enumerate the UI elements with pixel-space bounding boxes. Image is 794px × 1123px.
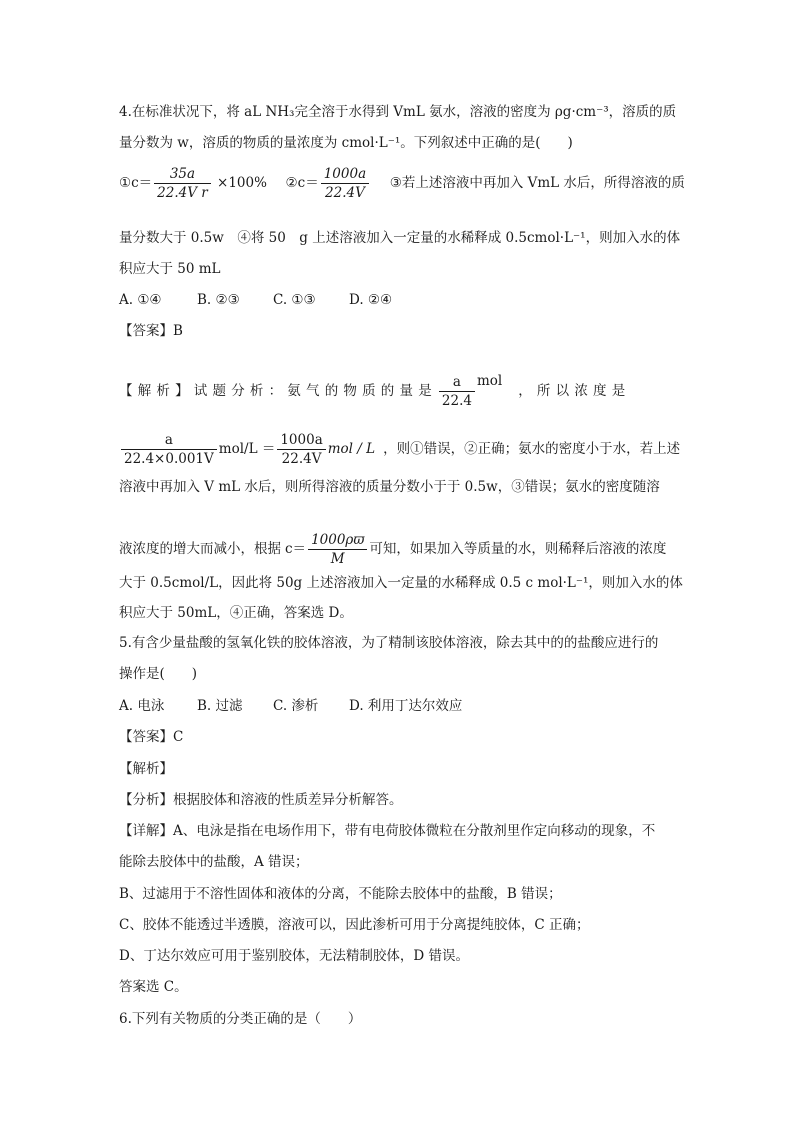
fraction-denominator: 22.4: [441, 393, 472, 409]
fraction-numerator: a: [121, 432, 217, 450]
fraction-denominator: 22.4×0.001V: [124, 451, 214, 467]
option-a: A. 电泳: [119, 698, 165, 714]
q6-stem-line-1: 6.下列有关物质的分类正确的是（ ）: [119, 1011, 362, 1027]
q5-stem-line-2: 操作是( ): [119, 666, 198, 682]
fraction-denominator: 22.4V: [281, 451, 322, 467]
q4-analysis-line-4: [119, 532, 666, 567]
fraction-numerator: a: [439, 374, 475, 392]
q4-stem-line-5: 积应大于 50 mL: [119, 261, 221, 277]
analysis-line-4-suffix: 可知，如果加入等质量的水，则稀释后溶液的浓度: [369, 541, 667, 557]
concentration-fraction-2: [277, 432, 325, 467]
q4-analysis-line-3: 溶液中再加入 V mL 水后，则所得溶液的质量分数小于于 0.5w，③错误；氨水的密度随溶: [119, 479, 660, 495]
concentration-fraction-1: [121, 432, 217, 467]
fraction-numerator: 1000a: [277, 432, 325, 450]
q5-answer: 【答案】C: [119, 729, 184, 745]
analysis-prefix: 【解析】试题分析：氨气的物质的量是: [119, 383, 437, 399]
equation-unit: mol / L: [327, 441, 376, 457]
q4-analysis-line-6: 积应大于 50mL，④正确，答案选 D。: [119, 605, 353, 621]
moles-unit: mol: [476, 373, 503, 389]
option-d: D. ②④: [349, 292, 393, 308]
q5-analysis-title: 【解析】: [119, 761, 173, 777]
fraction-numerator: 35a: [154, 166, 211, 184]
analysis-suffix: ，所以浓度是: [518, 383, 631, 399]
q5-stem-line-1: 5.有含少量盐酸的氢氧化铁的胶体溶液，为了精制该胶体溶液，除去其中的的盐酸应进行的: [119, 635, 659, 651]
fraction-numerator: 1000ρϖ: [308, 532, 367, 550]
fraction-denominator: 22.4V: [325, 185, 365, 201]
q5-c-explanation: C、胶体不能透过半透膜，溶液可以，因此渗析可用于分离提纯胶体，C 正确；: [119, 917, 590, 933]
q4-analysis-line-1: [119, 374, 630, 409]
option-c: C. ①③: [273, 292, 316, 308]
q5-b-explanation: B、过滤用于不溶性固体和液体的分离，不能除去胶体中的盐酸，B 错误；: [119, 886, 562, 902]
density-formula-fraction: [308, 532, 367, 567]
equation-after: ，则①错误，②正确；氨水的密度小于水，若上述: [383, 441, 681, 457]
q4-stem-line-2: 量分数为 w，溶质的物质的量浓度为 cmol·L⁻¹。下列叙述中正确的是( ): [119, 135, 573, 151]
statement-3-start: ③若上述溶液中再加入 VmL 水后，所得溶液的质: [389, 175, 685, 191]
statement-2-fraction: [321, 166, 369, 201]
statement-1-fraction: [154, 166, 211, 201]
option-c: C. 渗析: [273, 698, 319, 714]
q4-analysis-line-5: 大于 0.5cmol/L，因此将 50g 上述溶液加入一定量的水稀释成 0.5 c mol·L⁻¹，则加入水的体: [119, 575, 683, 591]
fraction-denominator: 22.4V r: [157, 185, 208, 201]
equation-middle: mol/L ＝: [218, 441, 276, 457]
q5-options: [119, 696, 462, 716]
q4-stem-line-1: 4.在标准状况下，将 aL NH₃完全溶于水得到 VmL 氨水，溶液的密度为 ρg·cm⁻³，溶质的质: [119, 104, 677, 120]
q4-options: [119, 290, 392, 310]
q4-statements-line: [119, 166, 685, 201]
fraction-denominator: M: [330, 551, 345, 567]
statement-2-prefix: ②c＝: [285, 175, 319, 191]
statement-1-prefix: ①c＝: [119, 175, 153, 191]
q4-stem-line-4: 量分数大于 0.5w ④将 50 g 上述溶液加入一定量的水稀释成 0.5cmol·L⁻¹，则加入水的体: [119, 230, 681, 246]
formula-c-prefix: c＝: [285, 541, 307, 557]
option-a: A. ①④: [119, 292, 162, 308]
q4-answer: 【答案】B: [119, 323, 183, 339]
q5-conclusion: 答案选 C。: [119, 979, 188, 995]
q5-d-explanation: D、丁达尔效应可用于鉴别胶体，无法精制胶体，D 错误。: [119, 948, 469, 964]
moles-fraction: [439, 374, 475, 409]
statement-1-suffix: ×100%: [217, 175, 267, 191]
q5-xiangjie-line-2: 能除去胶体中的盐酸，A 错误；: [119, 854, 309, 870]
q5-fenxi: 【分析】根据胶体和溶液的性质差异分析解答。: [119, 792, 403, 808]
analysis-line-4-prefix: 液浓度的增大而减小，根据: [119, 541, 281, 557]
option-d: D. 利用丁达尔效应: [349, 698, 463, 714]
option-b: B. 过滤: [197, 698, 243, 714]
fraction-numerator: 1000a: [321, 166, 369, 184]
q4-analysis-equation-line: [119, 432, 680, 467]
q5-xiangjie-line-1: 【详解】A、电泳是指在电场作用下，带有电荷胶体微粒在分散剂里作定向移动的现象，不: [119, 823, 656, 839]
option-b: B. ②③: [197, 292, 240, 308]
